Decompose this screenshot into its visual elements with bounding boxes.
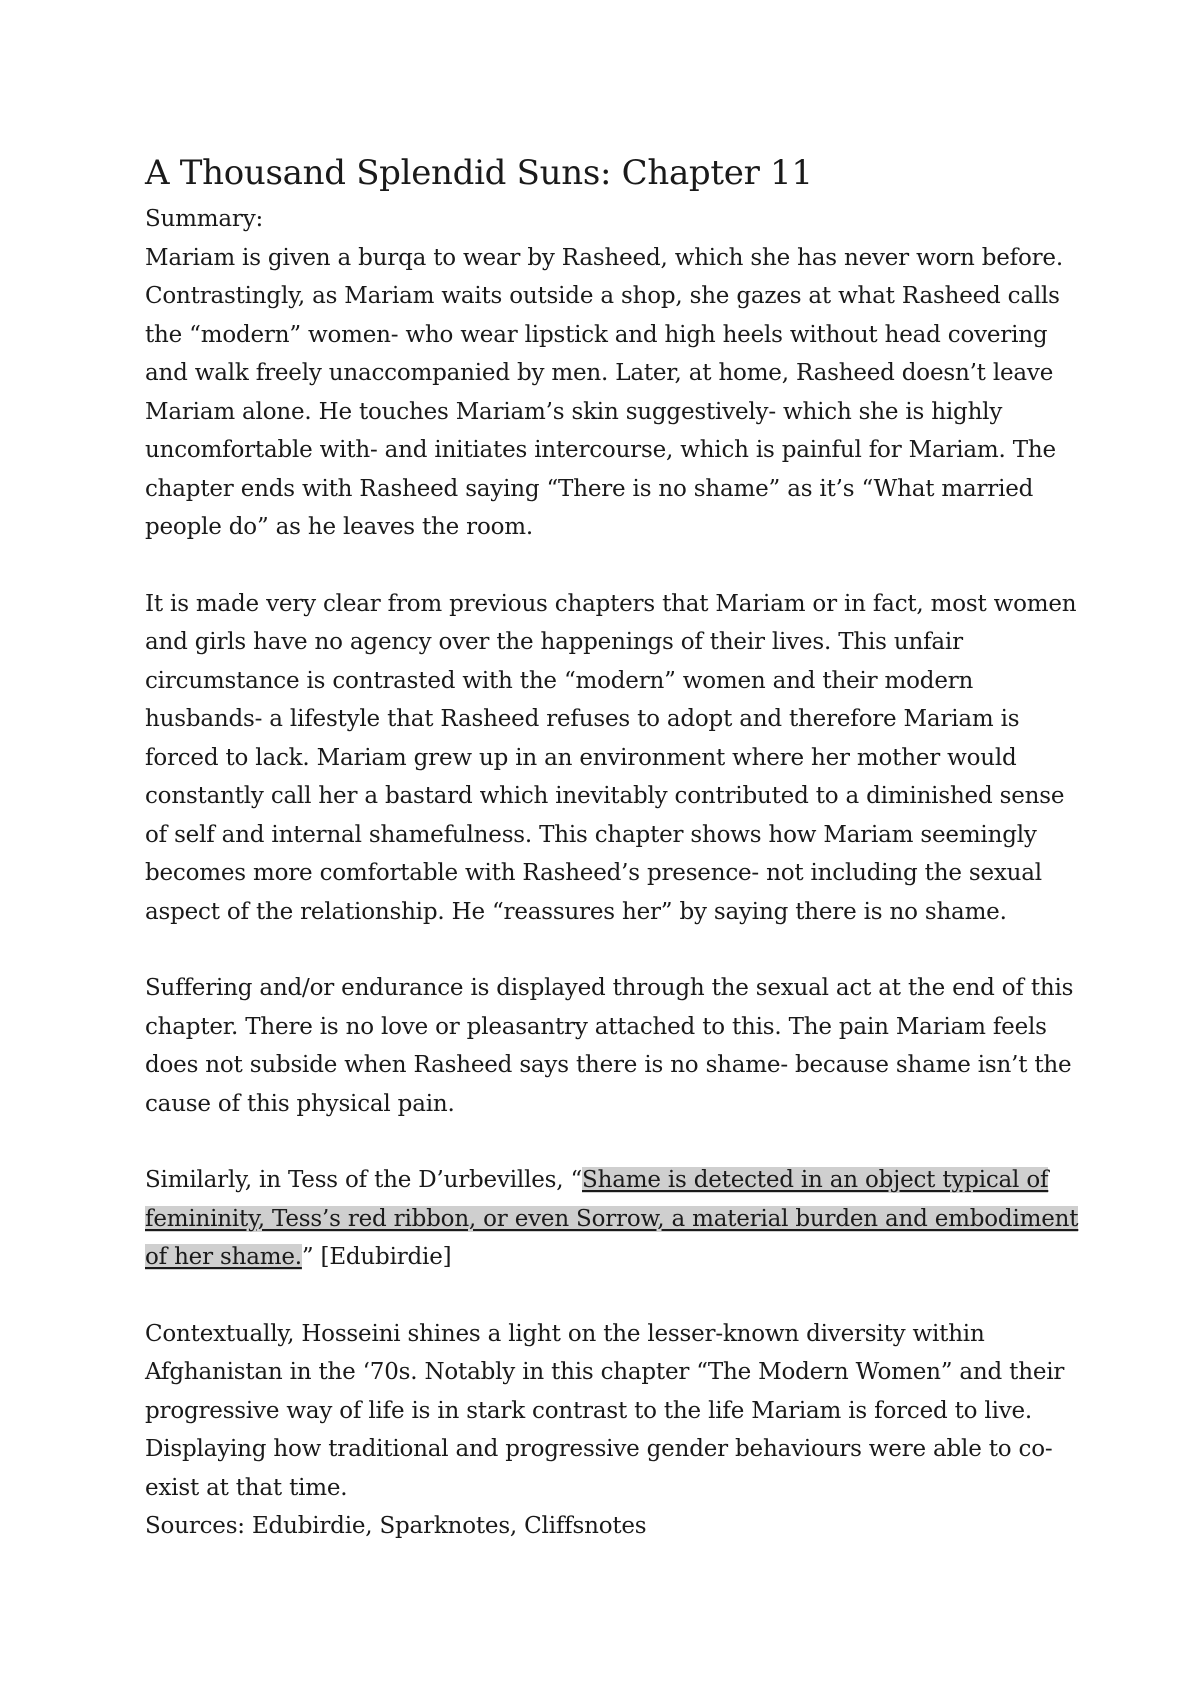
paragraph-agency: It is made very clear from previous chapters that Mariam or in fact, most women and girls have no agency over the happenings of their lives. This unfair circumstance is contrasted with the “modern” women and their modern husbands- a lifestyle that Rasheed refuses to adopt and therefore Mariam is forced to lack. Mariam grew up in an environment where her mother would constantly call her a bastard which inevitably contributed to a diminished sense of self and internal shamefulness. This chapter shows how Mariam seemingly becomes more comfortable with Rasheed’s presence- not including the sexual aspect of the relationship. He “reassures her” by saying there is no shame. xyxy=(145,590,1077,925)
document-page xyxy=(145,148,1085,1546)
document-title: A Thousand Splendid Suns: Chapter 11 xyxy=(145,153,813,193)
comparison-citation: ” [Edubirdie] xyxy=(301,1244,452,1270)
paragraph-suffering: Suffering and/or endurance is displayed through the sexual act at the end of this chapter. There is no love or pleasantry attached to this. The pain Mariam feels does not subside when Rasheed says there is no shame- because shame isn’t the cause of this physical pain. xyxy=(145,975,1074,1117)
sources-line: Sources: Edubirdie, Sparknotes, Cliffsnotes xyxy=(145,1513,647,1539)
paragraph-summary: Mariam is given a burqa to wear by Rasheed, which she has never worn before. Contrastingly, as Mariam waits outside a shop, she gazes at what Rasheed calls the “modern” women- who wear lipstick and high heels without head covering and walk freely unaccompanied by men. Later, at home, Rasheed doesn’t leave Mariam alone. He touches Mariam’s skin suggestively- which she is highly uncomfortable with- and initiates intercourse, which is painful for Mariam. The chapter ends with Rasheed saying “There is no shame” as it’s “What married people do” as he leaves the room. xyxy=(145,244,1063,540)
paragraph-context: Contextually, Hosseini shines a light on the lesser-known diversity within Afghanistan in the ‘70s. Notably in this chapter “The Modern Women” and their progressive way of life is in stark contrast to the life Mariam is forced to live. Displaying how traditional and progressive gender behaviours were able to co-exist at that time. xyxy=(145,1320,1065,1501)
summary-label: Summary: xyxy=(145,206,264,232)
highlighted-quote: Shame is detected in an object typical of femininity, Tess’s red ribbon, or even Sorrow, a material burden and embodiment of her shame. xyxy=(145,1167,1079,1270)
comparison-intro: Similarly, in Tess of the D’urbevilles, “ xyxy=(145,1167,583,1193)
paragraph-comparison xyxy=(145,1161,1085,1277)
